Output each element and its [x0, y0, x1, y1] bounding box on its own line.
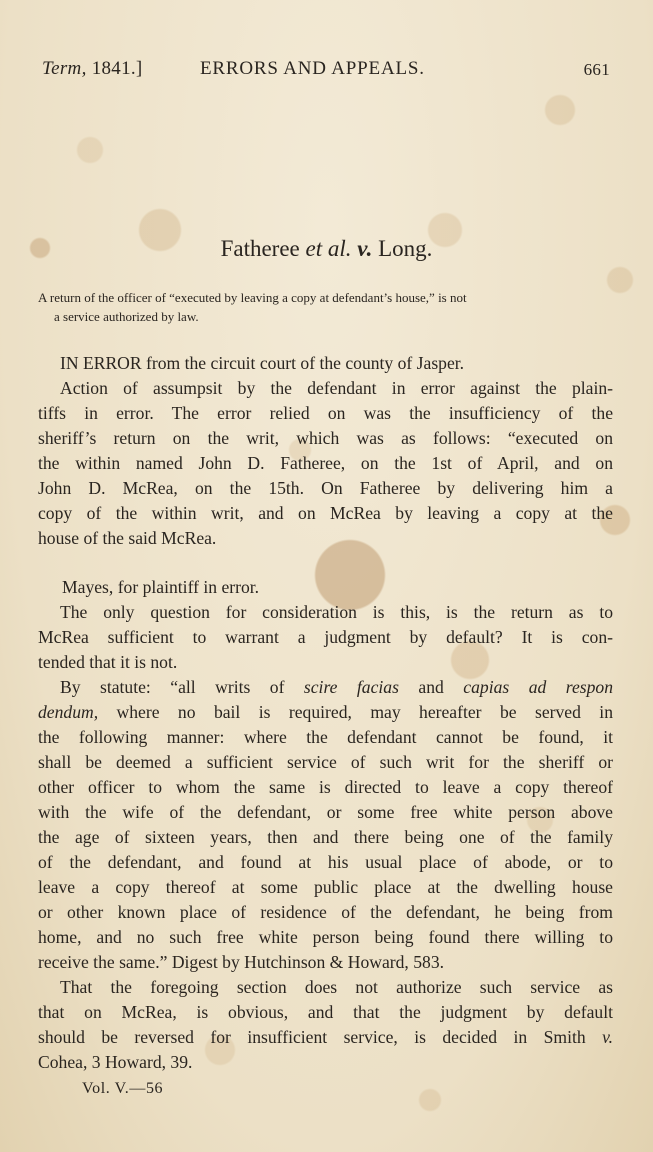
text-line: John D. McRea, on the 15th. On Fatheree by delivering him a: [38, 478, 613, 498]
body-text: [38, 351, 613, 1075]
text-line: [38, 700, 613, 725]
statute-text: By statute: “all writs of: [60, 677, 304, 697]
statute-text: where no bail is required, may hereafter be served in: [98, 702, 613, 722]
text-line: Action of assumpsit by the defendant in error against the plain-: [60, 378, 613, 398]
page-number: 661: [583, 60, 610, 79]
text-line: leave a copy thereof at some public place at the dwelling house: [38, 877, 613, 897]
text-line: home, and no such free white person being found there willing to: [38, 927, 613, 947]
text-line: the within named John D. Fatheree, on the 1st of April, and on: [38, 453, 613, 473]
text-line: tended that it is not.: [38, 652, 178, 672]
headnote: [38, 288, 616, 326]
case-title: [0, 236, 653, 262]
headnote-line: A return of the officer of “executed by leaving a copy at defendant’s house,” is not: [38, 290, 467, 305]
text-line: IN ERROR from the circuit court of the county of Jasper.: [60, 353, 465, 373]
text-line: copy of the within writ, and on McRea by leaving a copy at the: [38, 503, 613, 523]
paragraph-statute: [38, 675, 613, 975]
paragraph-gap: [38, 551, 613, 575]
text-line: the following manner: where the defendant cannot be found, it: [38, 727, 613, 747]
signature-mark: Vol. V.—56: [82, 1080, 164, 1097]
header-section-title: ERRORS AND APPEALS.: [200, 58, 425, 79]
text-line: tiffs in error. The error relied on was the insufficiency of the: [38, 403, 613, 423]
latin-term: scire facias: [303, 677, 399, 697]
running-header: [42, 58, 610, 86]
text-line: Mayes, for plaintiff in error.: [62, 577, 260, 597]
text-line: receive the same.” Digest by Hutchinson & Howard, 583.: [38, 952, 445, 972]
headnote-line: a service authorized by law.: [54, 309, 199, 324]
paragraph-conclusion: [38, 975, 613, 1075]
case-title-party1: Fatheree: [220, 236, 300, 261]
text-line: house of the said McRea.: [38, 528, 217, 548]
paragraph-in-error: [38, 351, 613, 376]
text-line: of the defendant, and found at his usual place of abode, or to: [38, 852, 613, 872]
text-line: [38, 675, 613, 700]
text-line: shall be deemed a sufficient service of such writ for the sheriff or: [38, 752, 613, 772]
paragraph-action: [38, 376, 613, 551]
case-title-party2: Long.: [378, 236, 433, 261]
paragraph-question: [38, 600, 613, 675]
header-term-word: Term,: [42, 58, 87, 79]
latin-term: dendum,: [38, 702, 99, 722]
text-line: the age of sixteen years, then and there being one of the family: [38, 827, 613, 847]
header-year: 1841.]: [91, 58, 143, 79]
versus-abbrev: v.: [602, 1027, 613, 1047]
text-line: The only question for consideration is this, is the return as to: [60, 602, 613, 622]
case-title-etal: et al.: [305, 236, 352, 261]
paragraph-counsel: [38, 575, 613, 600]
text-line: or other known place of residence of the defendant, he being from: [38, 902, 613, 922]
text-line: that on McRea, is obvious, and that the judgment by default: [38, 1002, 613, 1022]
text-line: with the wife of the defendant, or some free white person above: [38, 802, 613, 822]
text-line: McRea sufficient to warrant a judgment by default? It is con-: [38, 627, 613, 647]
text-line: sheriff’s return on the writ, which was as follows: “executed on: [38, 428, 613, 448]
statute-text: and: [398, 677, 464, 697]
latin-term: capias ad respon: [463, 677, 613, 697]
conclusion-text: should be reversed for insufficient service, is decided in Smith: [38, 1027, 603, 1047]
text-line: other officer to whom the same is directed to leave a copy thereof: [38, 777, 613, 797]
text-line: That the foregoing section does not authorize such service as: [60, 977, 613, 997]
text-line: [38, 1025, 613, 1050]
text-line: Cohea, 3 Howard, 39.: [38, 1052, 193, 1072]
header-term: [42, 58, 143, 80]
case-title-versus: v.: [357, 236, 373, 261]
